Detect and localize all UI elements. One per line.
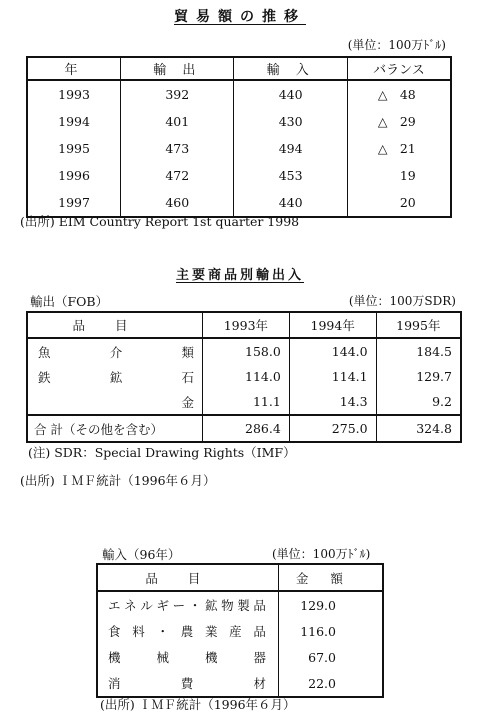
item-char: 材 (253, 676, 266, 691)
col-header-amount: 金額 (278, 564, 383, 591)
col-header-year: 年 (27, 57, 121, 80)
import-cell: 453 (234, 162, 347, 189)
export-source: (出所) ＩＭＦ統計（1996年６月） (20, 473, 216, 488)
total-label: 合 計（その他を含む） (27, 415, 203, 442)
trade-unit: (単位：100万ﾄﾞﾙ) (347, 38, 446, 52)
table-row (97, 591, 383, 618)
balance-cell (347, 108, 451, 135)
col-header-1994: 1994年 (289, 312, 376, 338)
total-value: 324.8 (376, 415, 461, 442)
item-char: 魚 (38, 344, 51, 360)
table-row (27, 162, 451, 189)
import-subtitle: 輸入（96年） (102, 547, 181, 562)
import-cell: 430 (234, 108, 347, 135)
export-subtitle: 輸出（FOB） (30, 294, 109, 309)
balance-value: 29 (399, 114, 416, 129)
item-label (108, 622, 266, 640)
export-cell: 392 (121, 80, 234, 108)
item-char: 料 (132, 624, 145, 639)
table-header-row (27, 312, 461, 338)
item-char: 品 (253, 624, 266, 639)
import-cell: 440 (234, 189, 347, 217)
item-char: ・ (156, 624, 169, 639)
item-char: 石 (181, 369, 194, 385)
value-cell: 11.1 (203, 389, 290, 415)
item-char: エ (108, 598, 121, 613)
item-char: ー (172, 598, 186, 613)
value-cell: 184.5 (416, 344, 452, 359)
export-cell: 401 (121, 108, 234, 135)
item-char: 機 (108, 650, 121, 665)
commodity-title: 主要商品別輸出入 (175, 268, 304, 283)
value-cell: 158.0 (203, 338, 290, 364)
table-row (27, 338, 461, 364)
import-unit: (単位：100万ﾄﾞﾙ) (272, 547, 371, 561)
sdr-note: (注) SDR：Special Drawing Rights（IMF） (28, 445, 296, 460)
deficit-mark: △ (377, 87, 388, 102)
trade-table (26, 56, 452, 218)
year-cell: 1994 (27, 108, 121, 135)
table-row (97, 618, 383, 644)
item-cell (27, 338, 203, 364)
item-char: 農 (180, 624, 194, 639)
item-label (108, 648, 266, 666)
item-char: 鉱 (109, 369, 123, 385)
table-row (97, 644, 383, 670)
table-row (27, 364, 461, 389)
value-cell: 129.7 (416, 369, 452, 384)
export-cell: 473 (121, 135, 234, 162)
table-row (27, 389, 461, 415)
value-cell: 14.3 (289, 389, 376, 415)
item-cell (97, 591, 278, 618)
item-char: ル (140, 598, 153, 613)
col-header-item: 品目 (27, 312, 203, 338)
item-char: 産 (229, 624, 242, 639)
balance-cell (347, 80, 451, 108)
value-cell: 129.0 (300, 597, 336, 613)
item-char: 類 (181, 344, 194, 360)
export-cell: 460 (121, 189, 234, 217)
balance-cell (347, 135, 451, 162)
item-cell (27, 389, 203, 415)
item-label (108, 674, 266, 692)
item-char: ・ (188, 598, 202, 613)
table-row (97, 670, 383, 697)
item-char: 鉱 (204, 598, 218, 613)
item-cell (27, 364, 203, 389)
balance-cell (347, 189, 451, 217)
item-cell (97, 670, 278, 697)
deficit-mark: △ (377, 141, 388, 156)
balance-value: 20 (399, 195, 416, 210)
item-char: 品 (253, 598, 266, 613)
table-row (27, 108, 451, 135)
balance-cell (347, 162, 451, 189)
item-char: 物 (221, 598, 234, 613)
year-cell: 1997 (27, 189, 121, 217)
year-cell: 1996 (27, 162, 121, 189)
export-table (26, 311, 462, 443)
value-cell: 144.0 (289, 338, 376, 364)
item-char: 金 (181, 394, 194, 410)
item-char: 械 (156, 650, 169, 665)
col-header-export: 輸 出 (121, 57, 234, 80)
total-value: 275.0 (289, 415, 376, 442)
item-label (108, 596, 266, 614)
import-source: (出所) ＩＭＦ統計（1996年６月） (100, 697, 296, 712)
col-header-1993: 1993年 (203, 312, 290, 338)
col-header-balance: バランス (347, 57, 451, 80)
trade-title: 貿易額の推移 (174, 9, 306, 25)
trade-source: (出所) EIM Country Report 1st quarter 1998 (20, 214, 300, 229)
item-char: 機 (204, 650, 218, 665)
year-cell: 1993 (27, 80, 121, 108)
export-unit: (単位：100万SDR) (348, 294, 456, 308)
item-char: 介 (109, 344, 123, 360)
table-header-row (97, 564, 383, 591)
import-table (96, 563, 384, 698)
table-row (27, 135, 451, 162)
table-header-row (27, 57, 451, 80)
item-char: 器 (253, 650, 266, 665)
item-cell (97, 618, 278, 644)
value-cell: 116.0 (300, 623, 336, 639)
table-row (27, 80, 451, 108)
col-header-import: 輸 入 (234, 57, 347, 80)
total-value: 286.4 (203, 415, 290, 442)
item-char: ギ (156, 598, 169, 613)
item-char: 費 (180, 676, 194, 691)
value-cell: 114.1 (289, 364, 376, 389)
item-char: ネ (124, 598, 137, 613)
balance-value: 21 (399, 141, 416, 156)
value-cell: 67.0 (308, 649, 336, 665)
item-char: 業 (204, 624, 218, 639)
import-cell: 494 (234, 135, 347, 162)
balance-value: 48 (399, 87, 416, 102)
value-cell: 9.2 (432, 394, 452, 409)
value-cell: 22.0 (308, 675, 336, 691)
col-header-item: 品目 (97, 564, 278, 591)
item-char: 製 (237, 598, 250, 613)
total-row (27, 415, 461, 442)
export-cell: 472 (121, 162, 234, 189)
item-char: 鉄 (38, 369, 51, 385)
balance-value: 19 (399, 168, 416, 183)
item-cell (97, 644, 278, 670)
year-cell: 1995 (27, 135, 121, 162)
col-header-1995: 1995年 (376, 312, 461, 338)
deficit-mark: △ (377, 114, 388, 129)
value-cell: 114.0 (203, 364, 290, 389)
import-cell: 440 (234, 80, 347, 108)
item-char: 消 (108, 676, 121, 691)
item-char: 食 (108, 624, 121, 639)
